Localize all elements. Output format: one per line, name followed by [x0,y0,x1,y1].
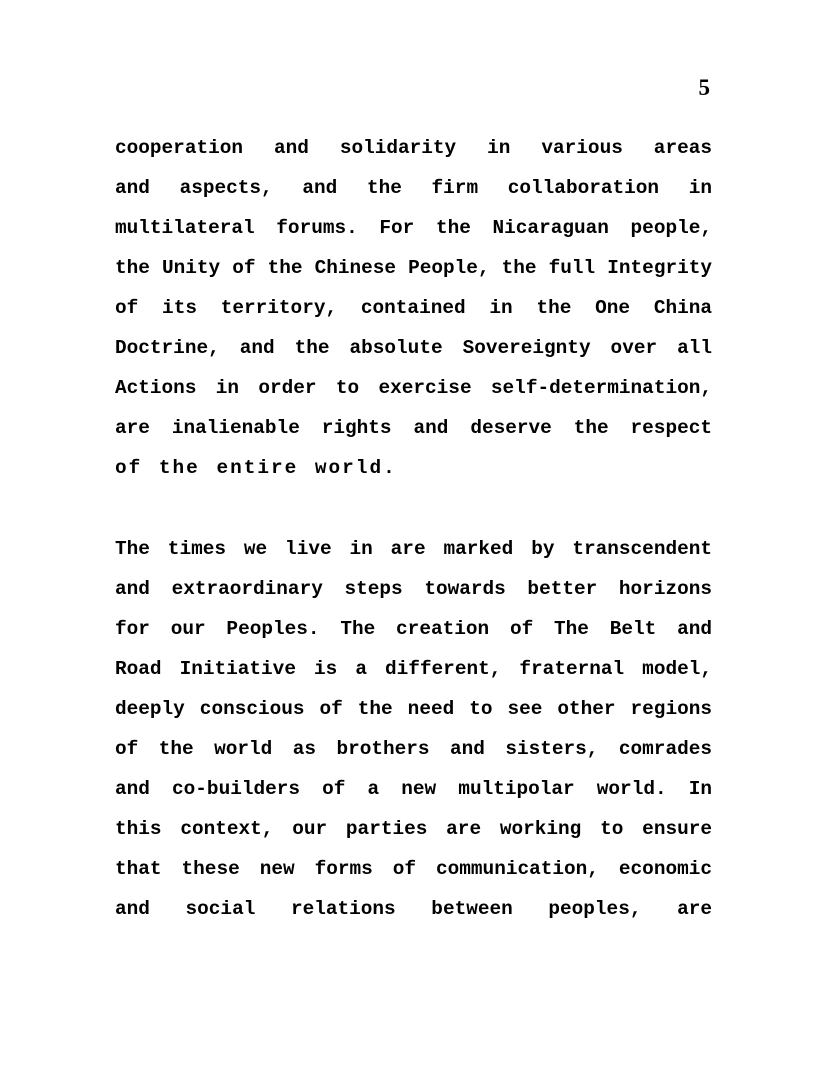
text-line: and social relations between peoples, are [115,898,712,920]
paragraph-2 [115,529,712,929]
text-line: Doctrine, and the absolute Sovereignty over all [115,337,712,359]
text-line: the Unity of the Chinese People, the full Integrity [115,257,712,279]
text-line: multilateral forums. For the Nicaraguan people, [115,217,712,239]
text-line: The times we live in are marked by transcendent [115,538,712,560]
text-line: and extraordinary steps towards better horizons [115,578,712,600]
paragraph-1 [115,128,712,488]
text-line: are inalienable rights and deserve the respect [115,417,712,439]
text-line: Actions in order to exercise self-determination, [115,377,712,399]
text-line: of the world as brothers and sisters, comrades [115,738,712,760]
document-body [115,128,712,929]
text-line: for our Peoples. The creation of The Belt and [115,618,712,640]
text-line: that these new forms of communication, economic [115,858,712,880]
page-number: 5 [698,75,710,100]
text-line: this context, our parties are working to ensure [115,818,712,840]
text-line: and co-builders of a new multipolar world. In [115,778,712,800]
text-line: of its territory, contained in the One China [115,297,712,319]
text-line: cooperation and solidarity in various areas [115,137,712,159]
text-line: and aspects, and the firm collaboration in [115,177,712,199]
text-line: of the entire world. [115,457,397,479]
text-line: deeply conscious of the need to see other regions [115,698,712,720]
text-line: Road Initiative is a different, fraternal model, [115,658,712,680]
